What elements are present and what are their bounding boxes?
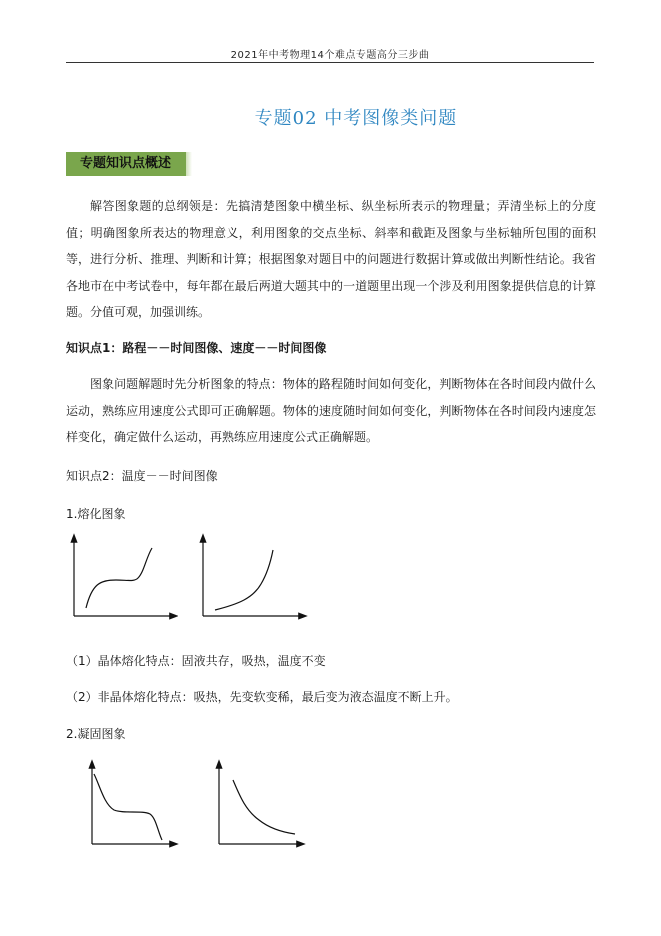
knowledge-point-2-heading: 知识点2：温度－－时间图像 [66,469,218,483]
amorphous-melting-note: （2）非晶体熔化特点：吸热，先变软变稀，最后变为液态温度不断上升。 [66,690,458,704]
running-header: 2021年中考物理14个难点专题高分三步曲 [230,50,430,61]
section-tag: 专题知识点概述 [66,152,186,176]
solidifying-curve [94,774,162,840]
melting-curve [86,548,152,608]
solidifying-graph-title: 2.凝固图象 [66,727,126,741]
amorphous-solidifying-graph [207,758,307,850]
overview-paragraph: 解答图象题的总纲领是：先搞清楚图象中横坐标、纵坐标所表示的物理量；弄清坐标上的分度值；明确图象所表达的物理意义，利用图象的交点坐标、斜率和截距及图象与坐标轴所包围的面积等，进行分析、推理、判断和计算；根据图象对题目中的问题进行数据计算或做出判断性结论。我省各地市在中考试卷中，每年都在最后两道大题其中的一道题里出现一个涉及利用图象提供信息的计算题。分值可观，加强训练。 [66,199,596,319]
melting-graph-title: 1.熔化图象 [66,507,126,521]
page-title: 专题02 中考图像类问题 [254,108,458,129]
solidifying-curve [233,780,295,834]
knowledge-point-1-body: 图象问题解题时先分析图象的特点：物体的路程随时间如何变化，判断物体在各时间段内做什么运动，熟练应用速度公式即可正确解题。物体的速度随时间如何变化，判断物体在各时间段内速度怎样变化，确定做什么运动，再熟练应用速度公式正确解题。 [66,377,596,444]
crystal-melting-note: （1）晶体熔化特点：固液共存，吸热，温度不变 [66,654,326,668]
crystal-melting-graph [60,532,178,622]
melting-curve [215,550,273,610]
crystal-solidifying-graph [80,758,180,850]
knowledge-point-1-heading: 知识点1：路程－－时间图像、速度－－时间图像 [66,341,327,355]
header-rule [66,62,594,63]
amorphous-melting-graph [191,532,309,622]
